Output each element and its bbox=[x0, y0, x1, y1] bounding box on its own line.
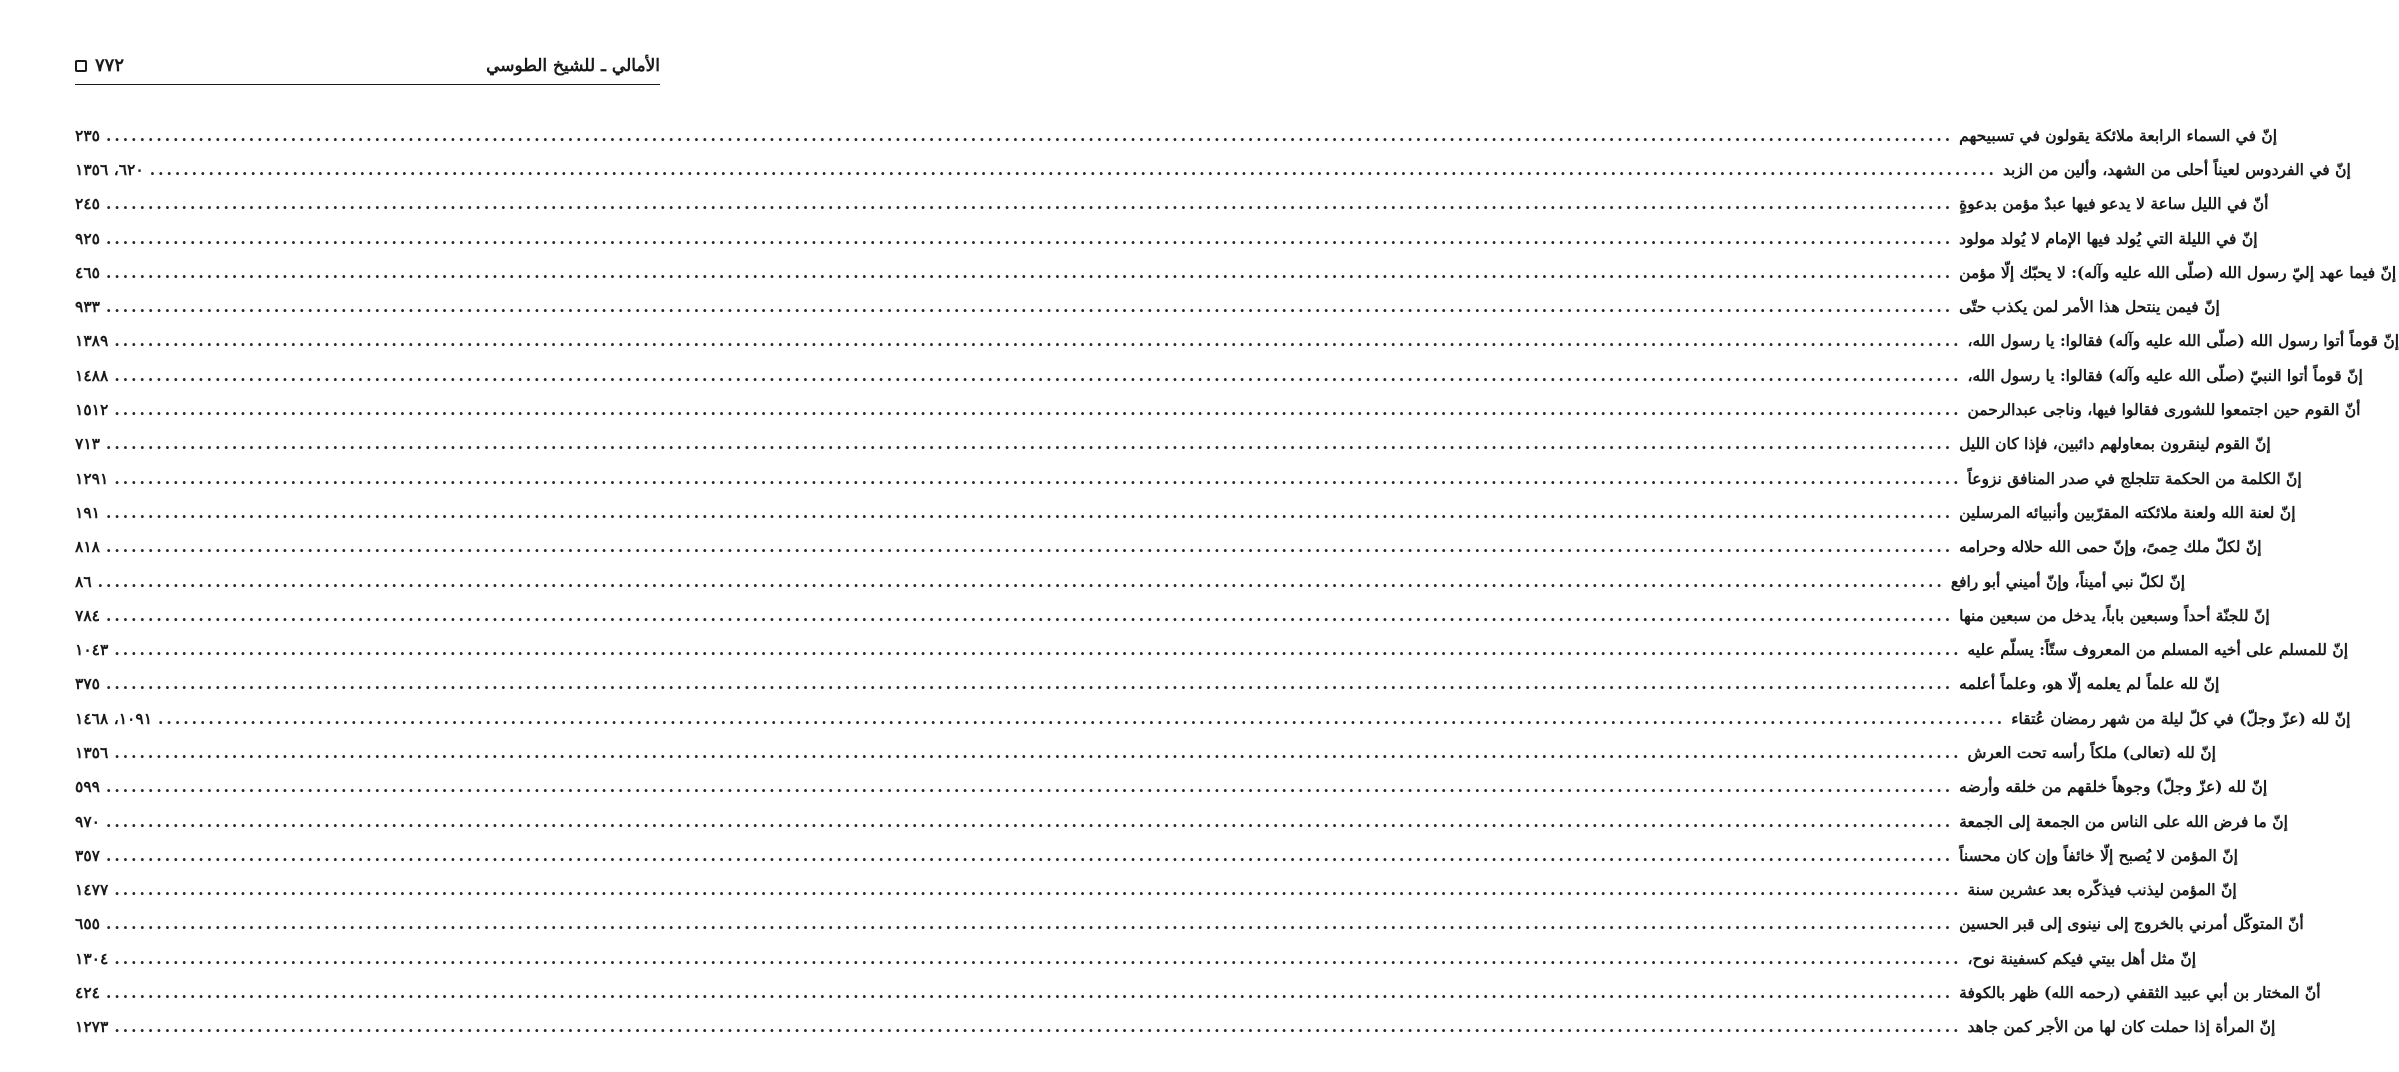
index-entry bbox=[75, 530, 2262, 564]
entry-text: إنّ فيمن ينتحل هذا الأمر لمن يكذب حتّى bbox=[1959, 297, 2220, 317]
entry-text: إنّ للمسلم على أخيه المسلم من المعروف ستّاً: يسلّم عليه bbox=[1967, 640, 2349, 660]
entry-text: إنّ لله (عزّ وجلّ) وجوهاً خلقهم من خلقه وأرضه bbox=[1959, 777, 2268, 797]
entry-page-refs: ١٤٧٧ bbox=[75, 880, 109, 900]
entry-text: إنّ فيما عهد إليّ رسول الله (صلّى الله عليه وآله): لا يحبّك إلّا مؤمن bbox=[1959, 262, 2397, 282]
index-entry bbox=[75, 255, 2397, 289]
entry-page-refs: ٥٩٩ bbox=[75, 777, 100, 797]
square-icon bbox=[75, 60, 87, 72]
index-entry bbox=[75, 667, 2220, 701]
index-entry bbox=[75, 632, 2349, 666]
index-entry bbox=[75, 770, 2268, 804]
entry-page-refs: ٧١٣ bbox=[75, 434, 100, 454]
entry-page-refs: ١٩١ bbox=[75, 502, 100, 522]
dot-leader: ............................................................................................................................................................................................................................ bbox=[105, 811, 1954, 831]
dot-leader: ............................................................................................................................................................................................................................ bbox=[114, 331, 1962, 351]
entry-text: إنّ ما فرض الله على الناس من الجمعة إلى الجمعة bbox=[1959, 811, 2288, 831]
dot-leader: ............................................................................................................................................................................................................................ bbox=[105, 502, 1954, 522]
entry-page-refs: ٢٣٥ bbox=[75, 125, 100, 145]
entry-page-refs: ٨١٨ bbox=[75, 537, 100, 557]
entry-text: إنّ الكلمة من الحكمة تتلجلج في صدر المنافق نزوعاً bbox=[1967, 468, 2302, 488]
index-entry bbox=[75, 598, 2270, 632]
page-header bbox=[75, 48, 660, 76]
dot-leader: ............................................................................................................................................................................................................................ bbox=[114, 742, 1962, 762]
dot-leader: ............................................................................................................................................................................................................................ bbox=[149, 159, 1997, 179]
entry-text: إنّ مثل أهل بيتي فيكم كسفينة نوح، bbox=[1967, 948, 2197, 968]
entry-text: أنّ المتوكّل أمرني بالخروج إلى نينوى إلى قبر الحسين bbox=[1959, 914, 2304, 934]
dot-leader: ............................................................................................................................................................................................................................ bbox=[105, 537, 1954, 557]
dot-leader: ............................................................................................................................................................................................................................ bbox=[114, 365, 1962, 385]
entry-page-refs: ٩٣٣ bbox=[75, 297, 100, 317]
dot-leader: ............................................................................................................................................................................................................................ bbox=[105, 777, 1954, 797]
index-entry bbox=[75, 289, 2220, 323]
index-entry bbox=[75, 187, 2269, 221]
dot-leader: ............................................................................................................................................................................................................................ bbox=[114, 400, 1962, 420]
index-entry bbox=[75, 941, 2197, 975]
dot-leader: ............................................................................................................................................................................................................................ bbox=[105, 914, 1954, 934]
entry-text: أنّ في الليل ساعة لا يدعو فيها عبدٌ مؤمن بدعوةٍ bbox=[1959, 194, 2269, 214]
entry-page-refs: ١٢٧٣ bbox=[75, 1017, 109, 1037]
entry-page-refs: ٤٢٤ bbox=[75, 983, 100, 1003]
index-entry bbox=[75, 735, 2216, 769]
entry-page-refs: ١٣٨٩ bbox=[75, 331, 109, 351]
entry-text: إنّ لله علماً لم يعلمه إلّا هو، وعلماً أعلمه bbox=[1959, 674, 2220, 694]
index-entry bbox=[75, 427, 2271, 461]
entry-text: إنّ لكلّ نبي أميناً، وإنّ أميني أبو رافع bbox=[1950, 571, 2186, 591]
entry-text: أنّ المختار بن أبي عبيد الثقفي (رحمه الله) ظهر بالكوفة bbox=[1959, 983, 2321, 1003]
index-entry bbox=[75, 838, 2238, 872]
entry-text: إنّ القوم لينقرون بمعاولهم دائبين، فإذا كان الليل bbox=[1959, 434, 2271, 454]
index-entry bbox=[75, 873, 2237, 907]
header-rule bbox=[75, 84, 660, 85]
hadith-index-list bbox=[75, 118, 2399, 1044]
dot-leader: ............................................................................................................................................................................................................................ bbox=[114, 468, 1962, 488]
index-entry bbox=[75, 358, 2363, 392]
entry-page-refs: ٦٢٠، ١٣٥٦ bbox=[75, 159, 144, 179]
dot-leader: ............................................................................................................................................................................................................................ bbox=[105, 845, 1954, 865]
dot-leader: ............................................................................................................................................................................................................................ bbox=[105, 194, 1954, 214]
entry-text: إنّ في السماء الرابعة ملائكة يقولون في تسبيحهم bbox=[1959, 125, 2278, 145]
page-number: ٧٧٢ bbox=[95, 55, 125, 76]
page-number-block bbox=[75, 55, 124, 76]
entry-text: إنّ قوماً أتوا رسول الله (صلّى الله عليه وآله) فقالوا: يا رسول الله، bbox=[1967, 331, 2399, 351]
entry-page-refs: ١٤٨٨ bbox=[75, 365, 109, 385]
index-entry bbox=[75, 975, 2321, 1009]
entry-text: إنّ المؤمن ليذنب فيذكّره بعد عشرين سنة bbox=[1967, 880, 2237, 900]
index-entry bbox=[75, 118, 2278, 152]
entry-page-refs: ١٣٥٦ bbox=[75, 742, 109, 762]
entry-page-refs: ٩٧٠ bbox=[75, 811, 100, 831]
entry-page-refs: ٣٧٥ bbox=[75, 674, 100, 694]
entry-page-refs: ٣٥٧ bbox=[75, 845, 100, 865]
entry-text: إنّ لعنة الله ولعنة ملائكته المقرّبين وأنبيائه المرسلين bbox=[1959, 502, 2296, 522]
dot-leader: ............................................................................................................................................................................................................................ bbox=[105, 434, 1954, 454]
entry-text: إنّ المرأة إذا حملت كان لها من الأجر كمن جاهد bbox=[1967, 1017, 2276, 1037]
index-entry bbox=[75, 392, 2361, 426]
dot-leader: ............................................................................................................................................................................................................................ bbox=[105, 125, 1954, 145]
entry-text: إنّ لله (عزّ وجلّ) في كلّ ليلة من شهر رمضان عُتقاء bbox=[2011, 708, 2351, 728]
entry-page-refs: ١٢٩١ bbox=[75, 468, 109, 488]
entry-page-refs: ٧٨٤ bbox=[75, 605, 100, 625]
entry-text: أنّ القوم حين اجتمعوا للشورى فقالوا فيها، وناجى عبدالرحمن bbox=[1967, 400, 2361, 420]
entry-text: إنّ للجنّة أحداً وسبعين باباً، يدخل من سبعين منها bbox=[1959, 605, 2270, 625]
entry-text: إنّ في الفردوس لعيناً أحلى من الشهد، وألين من الزبد bbox=[2002, 159, 2351, 179]
entry-page-refs: ١٣٠٤ bbox=[75, 948, 109, 968]
index-entry bbox=[75, 495, 2296, 529]
index-entry bbox=[75, 221, 2258, 255]
entry-text: إنّ المؤمن لا يُصبح إلّا خائفاً وإن كان محسناً bbox=[1959, 845, 2238, 865]
dot-leader: ............................................................................................................................................................................................................................ bbox=[114, 1017, 1962, 1037]
entry-page-refs: ٢٤٥ bbox=[75, 194, 100, 214]
dot-leader: ............................................................................................................................................................................................................................ bbox=[97, 571, 1945, 591]
index-entry bbox=[75, 564, 2186, 598]
dot-leader: ............................................................................................................................................................................................................................ bbox=[114, 948, 1962, 968]
index-entry bbox=[75, 907, 2304, 941]
index-entry bbox=[75, 152, 2351, 186]
entry-text: إنّ في الليلة التي يُولد فيها الإمام لا يُولد مولود bbox=[1959, 228, 2258, 248]
index-entry bbox=[75, 701, 2351, 735]
entry-page-refs: ١٠٩١، ١٤٦٨ bbox=[75, 708, 153, 728]
index-entry bbox=[75, 1010, 2276, 1044]
entry-page-refs: ٨٦ bbox=[75, 571, 92, 591]
dot-leader: ............................................................................................................................................................................................................................ bbox=[114, 640, 1962, 660]
dot-leader: ............................................................................................................................................................................................................................ bbox=[105, 297, 1954, 317]
entry-page-refs: ٩٢٥ bbox=[75, 228, 100, 248]
dot-leader: ............................................................................................................................................................................................................................ bbox=[105, 228, 1954, 248]
index-entry bbox=[75, 804, 2288, 838]
dot-leader: ............................................................................................................................................................................................................................ bbox=[158, 708, 2006, 728]
entry-page-refs: ١٥١٢ bbox=[75, 400, 109, 420]
entry-page-refs: ١٠٤٣ bbox=[75, 640, 109, 660]
dot-leader: ............................................................................................................................................................................................................................ bbox=[105, 262, 1954, 282]
entry-text: إنّ لكلّ ملك حِمىً، وإنّ حمى الله حلاله وحرامه bbox=[1959, 537, 2262, 557]
dot-leader: ............................................................................................................................................................................................................................ bbox=[105, 674, 1954, 694]
dot-leader: ............................................................................................................................................................................................................................ bbox=[114, 880, 1962, 900]
entry-text: إنّ قوماً أتوا النبيّ (صلّى الله عليه وآله) فقالوا: يا رسول الله، bbox=[1967, 365, 2363, 385]
entry-page-refs: ٦٥٥ bbox=[75, 914, 100, 934]
dot-leader: ............................................................................................................................................................................................................................ bbox=[105, 605, 1954, 625]
index-entry bbox=[75, 324, 2399, 358]
index-entry bbox=[75, 461, 2302, 495]
dot-leader: ............................................................................................................................................................................................................................ bbox=[105, 983, 1954, 1003]
entry-page-refs: ٤٦٥ bbox=[75, 262, 100, 282]
entry-text: إنّ لله (تعالى) ملكاً رأسه تحت العرش bbox=[1967, 742, 2216, 762]
running-title: الأمالي ـ للشيخ الطوسي bbox=[486, 56, 660, 76]
